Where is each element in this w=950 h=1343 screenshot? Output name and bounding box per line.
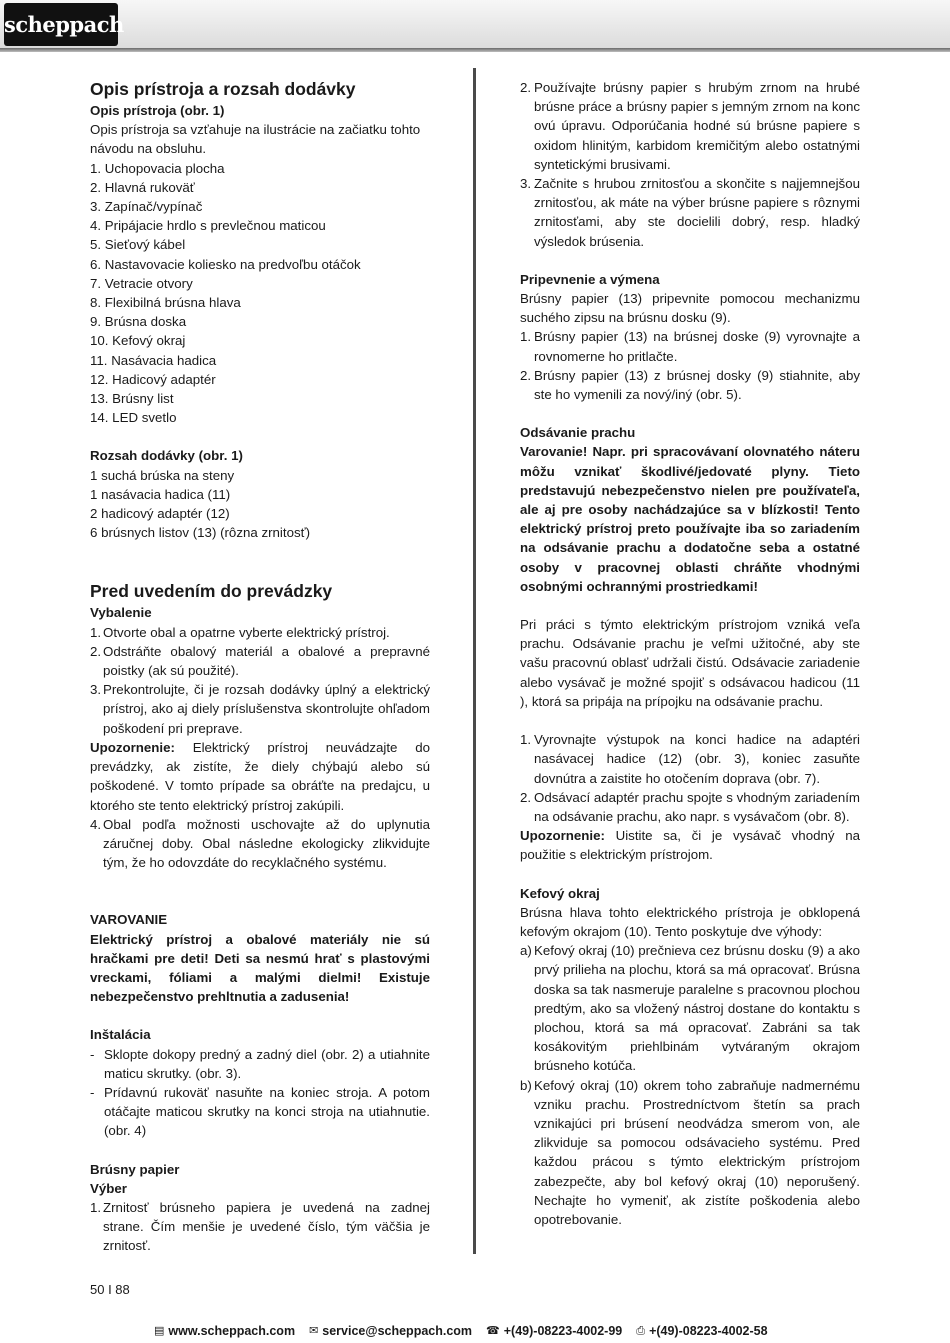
- list-item: 2. Používajte brúsny papier s hrubým zrnom na hrubé brúsne práce a brúsny papier s jemným zrnom na konc ovú úpravu. Odporúčania hodné sú brúsne papiere s oxidom hlinitým, karbidom kremičitým alebo ostatnými syntetickými brusivami.: [520, 80, 860, 172]
- list-item: 14. LED svetlo: [90, 410, 177, 426]
- list-item: 1. Zrnitosť brúsneho papiera je uvedená na zadnej strane. Čím menšie je uvedené číslo, tým väčšia je zrnitosť.: [90, 1199, 430, 1254]
- list-item: 3. Prekontrolujte, či je rozsah dodávky úplný a elektrický prístroj, ako aj diely príslušenstva skontrolujte ohľadom poškodení pri preprave.: [90, 682, 430, 736]
- subheading-selection: Výber: [90, 1180, 127, 1196]
- subheading-mounting: Pripevnenie a výmena: [520, 271, 660, 287]
- list-item: 1 suchá brúska na steny: [90, 467, 235, 483]
- header-divider: [0, 48, 950, 52]
- list-item: 8. Flexibilná brúsna hlava: [90, 295, 241, 311]
- list-item: 2 hadicový adaptér (12): [90, 506, 230, 522]
- subheading-installation: Inštalácia: [90, 1027, 151, 1043]
- list-item: 11. Nasávacia hadica: [90, 352, 217, 368]
- list-item: 3. Zapínač/vypínač: [90, 199, 203, 215]
- monitor-icon: ▤: [154, 1325, 165, 1337]
- right-column: [520, 78, 860, 1229]
- fax-icon: ⎙: [636, 1325, 646, 1337]
- envelope-icon: ✉: [309, 1325, 319, 1337]
- column-divider: [473, 68, 476, 1254]
- brush-intro: Brúsna hlava tohto elektrického prístroja je obklopená kefovým okrajom (10). Tento poskytuje dve výhody:: [520, 904, 860, 939]
- note-paragraph: Upozornenie: Elektrický prístroj neuvádzajte do prevádzky, ak zistíte, že diely chýbajú alebo sú poškodené. V tomto prípade sa obráťte na predajcu, u ktorého ste tento elektrický prístroj zakúpili.: [90, 739, 430, 813]
- list-item: 1. Otvorte obal a opatrne vyberte elektrický prístroj.: [90, 624, 390, 640]
- subheading-sanding-paper: Brúsny papier: [90, 1161, 180, 1177]
- subheading-dust-extraction: Odsávanie prachu: [520, 425, 636, 441]
- list-item: 2. Brúsny papier (13) z brúsnej dosky (9) stiahnite, aby ste ho vymenili za nový/iný (obr. 5).: [520, 367, 860, 403]
- subheading-description: Opis prístroja (obr. 1): [90, 103, 225, 118]
- list-item: 2. Hlavná rukoväť: [90, 179, 195, 195]
- note-paragraph: Upozornenie: Uistite sa, či je vysávač vhodný na použitie s elektrickým prístrojom.: [520, 828, 860, 863]
- phone-icon: ☎: [486, 1325, 500, 1337]
- page-header: [0, 0, 950, 48]
- section-title-commissioning: Pred uvedením do prevádzky: [90, 581, 333, 602]
- list-item: 9. Brúsna doska: [90, 314, 187, 330]
- list-item: 10. Kefový okraj: [90, 333, 186, 349]
- warning-title: VAROVANIE: [90, 912, 168, 928]
- list-item: 7. Vetracie otvory: [90, 275, 193, 291]
- list-item: 1 nasávacia hadica (11): [90, 486, 231, 502]
- list-item: 12. Hadicový adaptér: [90, 371, 216, 387]
- description-intro: Opis prístroja sa vzťahuje na ilustrácie na začiatku tohto návodu na obsluhu.: [90, 122, 421, 157]
- subheading-unpacking: Vybalenie: [90, 605, 152, 621]
- list-item: - Prídavnú rukoväť nasuňte na koniec stroja. A potom otáčajte maticou skrutky na konci stroja na utiahnutie. (obr. 4): [90, 1084, 430, 1139]
- list-item: b) Kefový okraj (10) okrem toho zabraňuje nadmernému vzniku prachu. Prostredníctvom štetín sa prach vznikajúci pri brúsení neodvádza smerom von, ale zlikviduje sa pomocou odsávacieho systému. Pred každou prácou s týmto elektrickým prístrojom zabezpečte, aby bol kefový okraj (10) neporušený. Nechajte ho vymeniť, ak zistíte poškodenia alebo opotrebovanie.: [520, 1077, 860, 1227]
- list-item: 2. Odstráňte obalový materiál a obalové a prepravné poistky (ak sú použité).: [90, 643, 430, 679]
- list-item: 4. Pripájacie hrdlo s prevlečnou maticou: [90, 218, 326, 234]
- footer-email[interactable]: ✉ service@scheppach.com: [309, 1324, 473, 1338]
- footer-web[interactable]: ▤ www.scheppach.com: [154, 1324, 296, 1338]
- list-item: 5. Sieťový kábel: [90, 237, 186, 253]
- scheppach-logo: scheppach: [4, 3, 118, 46]
- dust-paragraph: Pri práci s týmto elektrickým prístrojom vzniká veľa prachu. Odsávanie prachu je veľmi užitočné, aby ste vašu pracovnú oblasť udržali čistú. Odsávacie zariadenie alebo vysávač je možné spojiť s odsávacou hadicou (11 ), ktorá sa pripája na prípojku na odsávanie prachu.: [520, 617, 860, 709]
- list-item: a) Kefový okraj (10) prečnieva cez brúsnu dosku (9) a ako prvý prilieha na plochu, ktorá sa má opracovať. Brúsna doska sa tak nasmeruje paralelne s pracovnou plochou predtým, ako sa vložený nástroj dostane do kontaktu s plochou, ktorá sa má opracovať. Zabráni sa tak kosákovitým priehlbinám vytváraným okrajom brúsneho kotúča.: [520, 943, 860, 1074]
- section-title-description: Opis prístroja a rozsah dodávky: [90, 79, 356, 99]
- dust-warning: Varovanie! Napr. pri spracovávaní olovnatého náteru môžu vznikať škodlivé/jedovaté plyny. Tieto predstavujú nebezpečenstvo nielen pre používateľa, ale aj pre osoby nachádzajúce sa v blízkosti! Tento elektrický prístroj preto používajte iba so zariadením na odsávanie prachu a dodatočne seba a ostatné osoby v pracovnej oblasti chráňte vhodnými osobnými ochrannými prostriedkami!: [520, 444, 860, 594]
- list-item: 3. Začnite s hrubou zrnitosťou a skončite s najjemnejšou zrnitosťou, ak máte na výber brúsne papiere s rôznymi zrnitosťami, aby ste docielili dobrý, resp. hladký výsledok brúsenia.: [520, 176, 860, 249]
- list-item: 1. Vyrovnajte výstupok na konci hadice na adaptéri nasávacej hadice (12) (obr. 3), koniec zasuňte dovnútra a zaistite ho otočením doprava (obr. 7).: [520, 732, 860, 786]
- mounting-intro: Brúsny papier (13) pripevnite pomocou mechanizmu suchého zipsu na brúsnu dosku (9).: [520, 291, 860, 326]
- list-item: 4. Obal podľa možnosti uschovajte až do uplynutia záručnej doby. Obal následne ekologicky zlikvidujte tým, že ho odovzdáte do recyklačného systému.: [90, 816, 430, 871]
- list-item: 13. Brúsny list: [90, 391, 174, 407]
- list-item: 1. Brúsny papier (13) na brúsnej doske (9) vyrovnajte a rovnomerne ho pritlačte.: [520, 329, 860, 364]
- list-item: - Sklopte dokopy predný a zadný diel (obr. 2) a utiahnite maticu skrutky. (obr. 3).: [90, 1046, 430, 1081]
- footer-fax: ⎙ +(49)-08223-4002-58: [636, 1324, 768, 1338]
- contact-footer: [154, 1322, 768, 1340]
- list-item: 2. Odsávací adaptér prachu spojte s vhodným zariadením na odsávanie prachu, ako napr. s vysávačom (obr. 8).: [520, 789, 860, 824]
- list-item: 6 brúsnych listov (13) (rôzna zrnitosť): [90, 525, 311, 541]
- page-number: 50 I 88: [90, 1282, 130, 1297]
- parts-list: [90, 159, 430, 428]
- subheading-brush-edge: Kefový okraj: [520, 885, 600, 901]
- left-column: [90, 78, 430, 1256]
- subheading-scope: Rozsah dodávky (obr. 1): [90, 448, 243, 464]
- footer-phone: ☎ +(49)-08223-4002-99: [486, 1324, 623, 1338]
- list-item: 1. Uchopovacia plocha: [90, 160, 225, 176]
- list-item: 6. Nastavovacie koliesko na predvoľbu otáčok: [90, 256, 361, 272]
- warning-text: Elektrický prístroj a obalové materiály nie sú hračkami pre deti! Deti sa nesmú hrať s plastovými vreckami, fóliami a malými dielmi! Existuje nebezpečenstvo prehltnutia a zadusenia!: [90, 931, 430, 1005]
- scope-list: [90, 466, 430, 543]
